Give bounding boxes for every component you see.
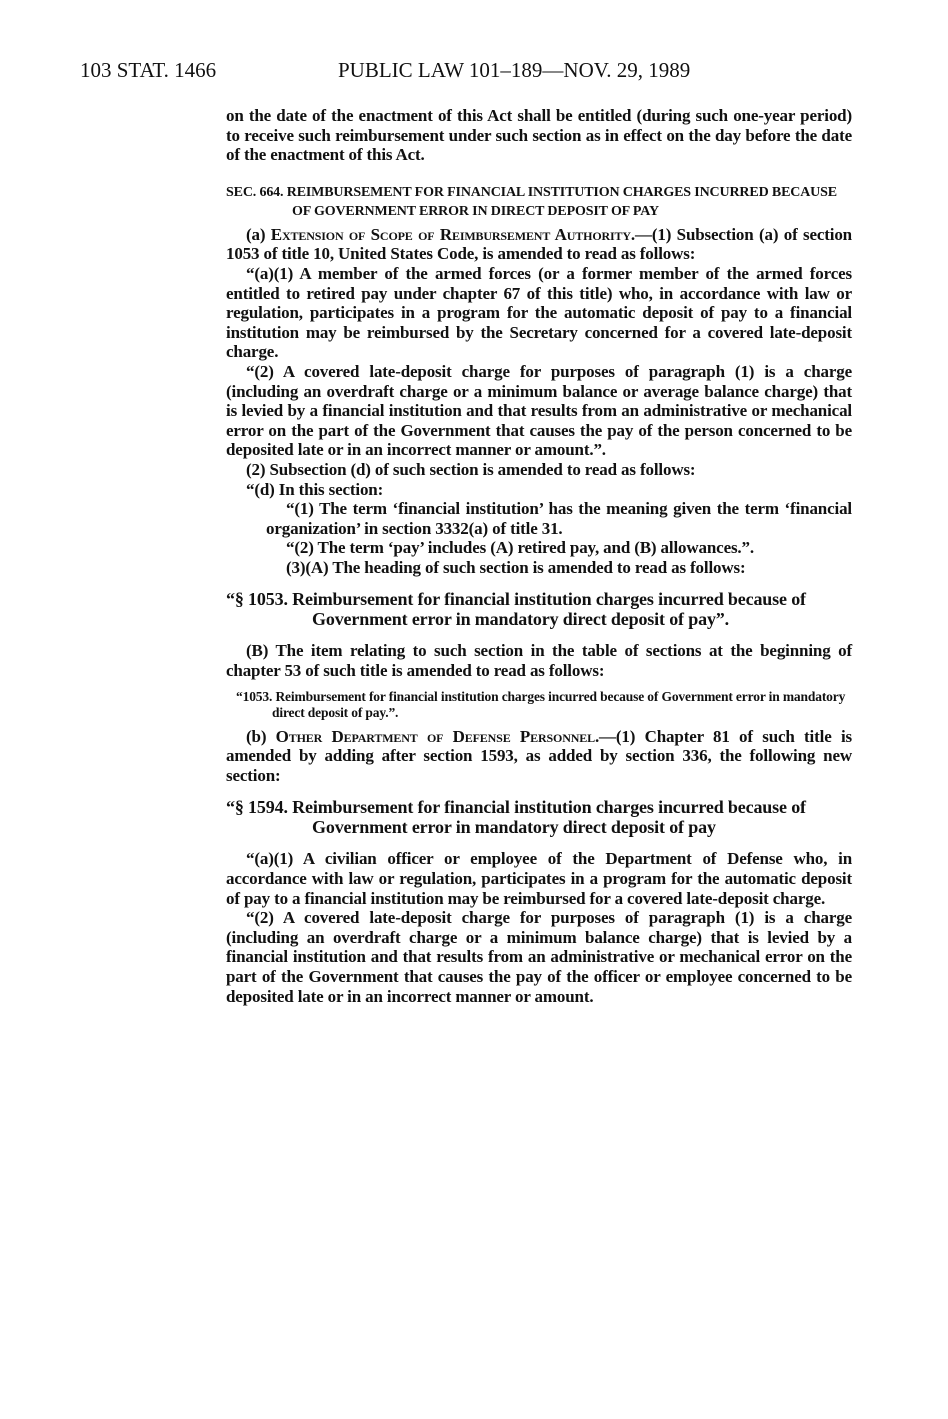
table-of-sections-item: “1053. Reimbursement for financial institution charges incurred because of Government error in mandatory direct deposit of pay.”. [236,688,846,720]
section-1053-title: “§ 1053. Reimbursement for financial institution charges incurred because of Government error in mandatory direct deposit of pay”. [226,589,806,630]
subsection-b-label: (b) [246,726,276,746]
subsection-a-heading: Extension of Scope of Reimbursement Authority. [270,224,636,244]
section-1594-title: “§ 1594. Reimbursement for financial institution charges incurred because of Government error in mandatory direct deposit of pay [226,797,806,838]
quoted-paragraph-a2: “(2) A covered late-deposit charge for purposes of paragraph (1) is a charge (including an overdraft charge or a minimum balance or average balance charge) that is levied by a financial institution and that results from an administrative or mechanical error on the part of the Government that causes the pay of the person concerned to be deposited late or in an incorrect manner or amount.”. [226,361,852,460]
section-heading: SEC. 664. REIMBURSEMENT FOR FINANCIAL INSTITUTION CHARGES INCURRED BECAUSE OF GOVERNMENT ERROR IN DIRECT DEPOSIT OF PAY [226,184,837,219]
stat-page-number: 103 STAT. 1466 [80,58,217,82]
subsection-a-text: —(1) Subsection (a) of section 1053 of title 10, United States Code, is amended to read as follows: [226,224,852,264]
quoted-paragraph-a1: “(a)(1) A member of the armed forces (or a former member of the armed forces entitled to retired pay under chapter 67 of this title) who, in accordance with law or regulation, participates in a program for the automatic deposit of pay to a financial institution may be reimbursed by the Secretary concerned for a covered late-deposit charge. [226,263,852,362]
quoted-paragraph-b1: “(a)(1) A civilian officer or employee of the Department of Defense who, in accordance with law or regulation, participates in a program for the automatic deposit of pay to a financial institution may be reimbursed for a covered late-deposit charge. [226,849,852,908]
subsection-a-label: (a) [246,224,271,244]
subsection-b [226,727,852,786]
paragraph-3b: (B) The item relating to such section in the table of sections at the beginning of chapter 53 of such title is amended to read as follows: [226,641,852,681]
quoted-paragraph-d2: “(2) The term ‘pay’ includes (A) retired pay, and (B) allowances.”. [286,538,754,558]
subsection-a [226,225,852,264]
paragraph-2: (2) Subsection (d) of such section is amended to read as follows: [246,459,696,479]
intro-paragraph: on the date of the enactment of this Act shall be entitled (during such one-year period) to receive such reimbursement under such section as in effect on the day before the date of the enactment of this Act. [226,106,852,165]
quoted-paragraph-b2: “(2) A covered late-deposit charge for purposes of paragraph (1) is a charge (including an overdraft charge or a minimum balance charge) that is levied by a financial institution and that results from an administrative or mechanical error on the part of the Government that causes the pay of the officer or employee concerned to be deposited late or in an incorrect manner or amount. [226,908,852,1006]
paragraph-3a: (3)(A) The heading of such section is amended to read as follows: [286,557,746,577]
subsection-b-text: —(1) Chapter 81 of such title is amended by adding after section 1593, as added by section 336, the following new section: [226,726,852,785]
subsection-b-heading: Other Department of Defense Personnel. [275,726,600,746]
quoted-paragraph-d1: “(1) The term ‘financial institution’ has the meaning given the term ‘financial organization’ in section 3332(a) of title 31. [266,499,852,538]
quoted-subsection-d: “(d) In this section: [246,479,384,499]
running-head: PUBLIC LAW 101–189—NOV. 29, 1989 [338,58,691,82]
document-body [226,106,852,1006]
